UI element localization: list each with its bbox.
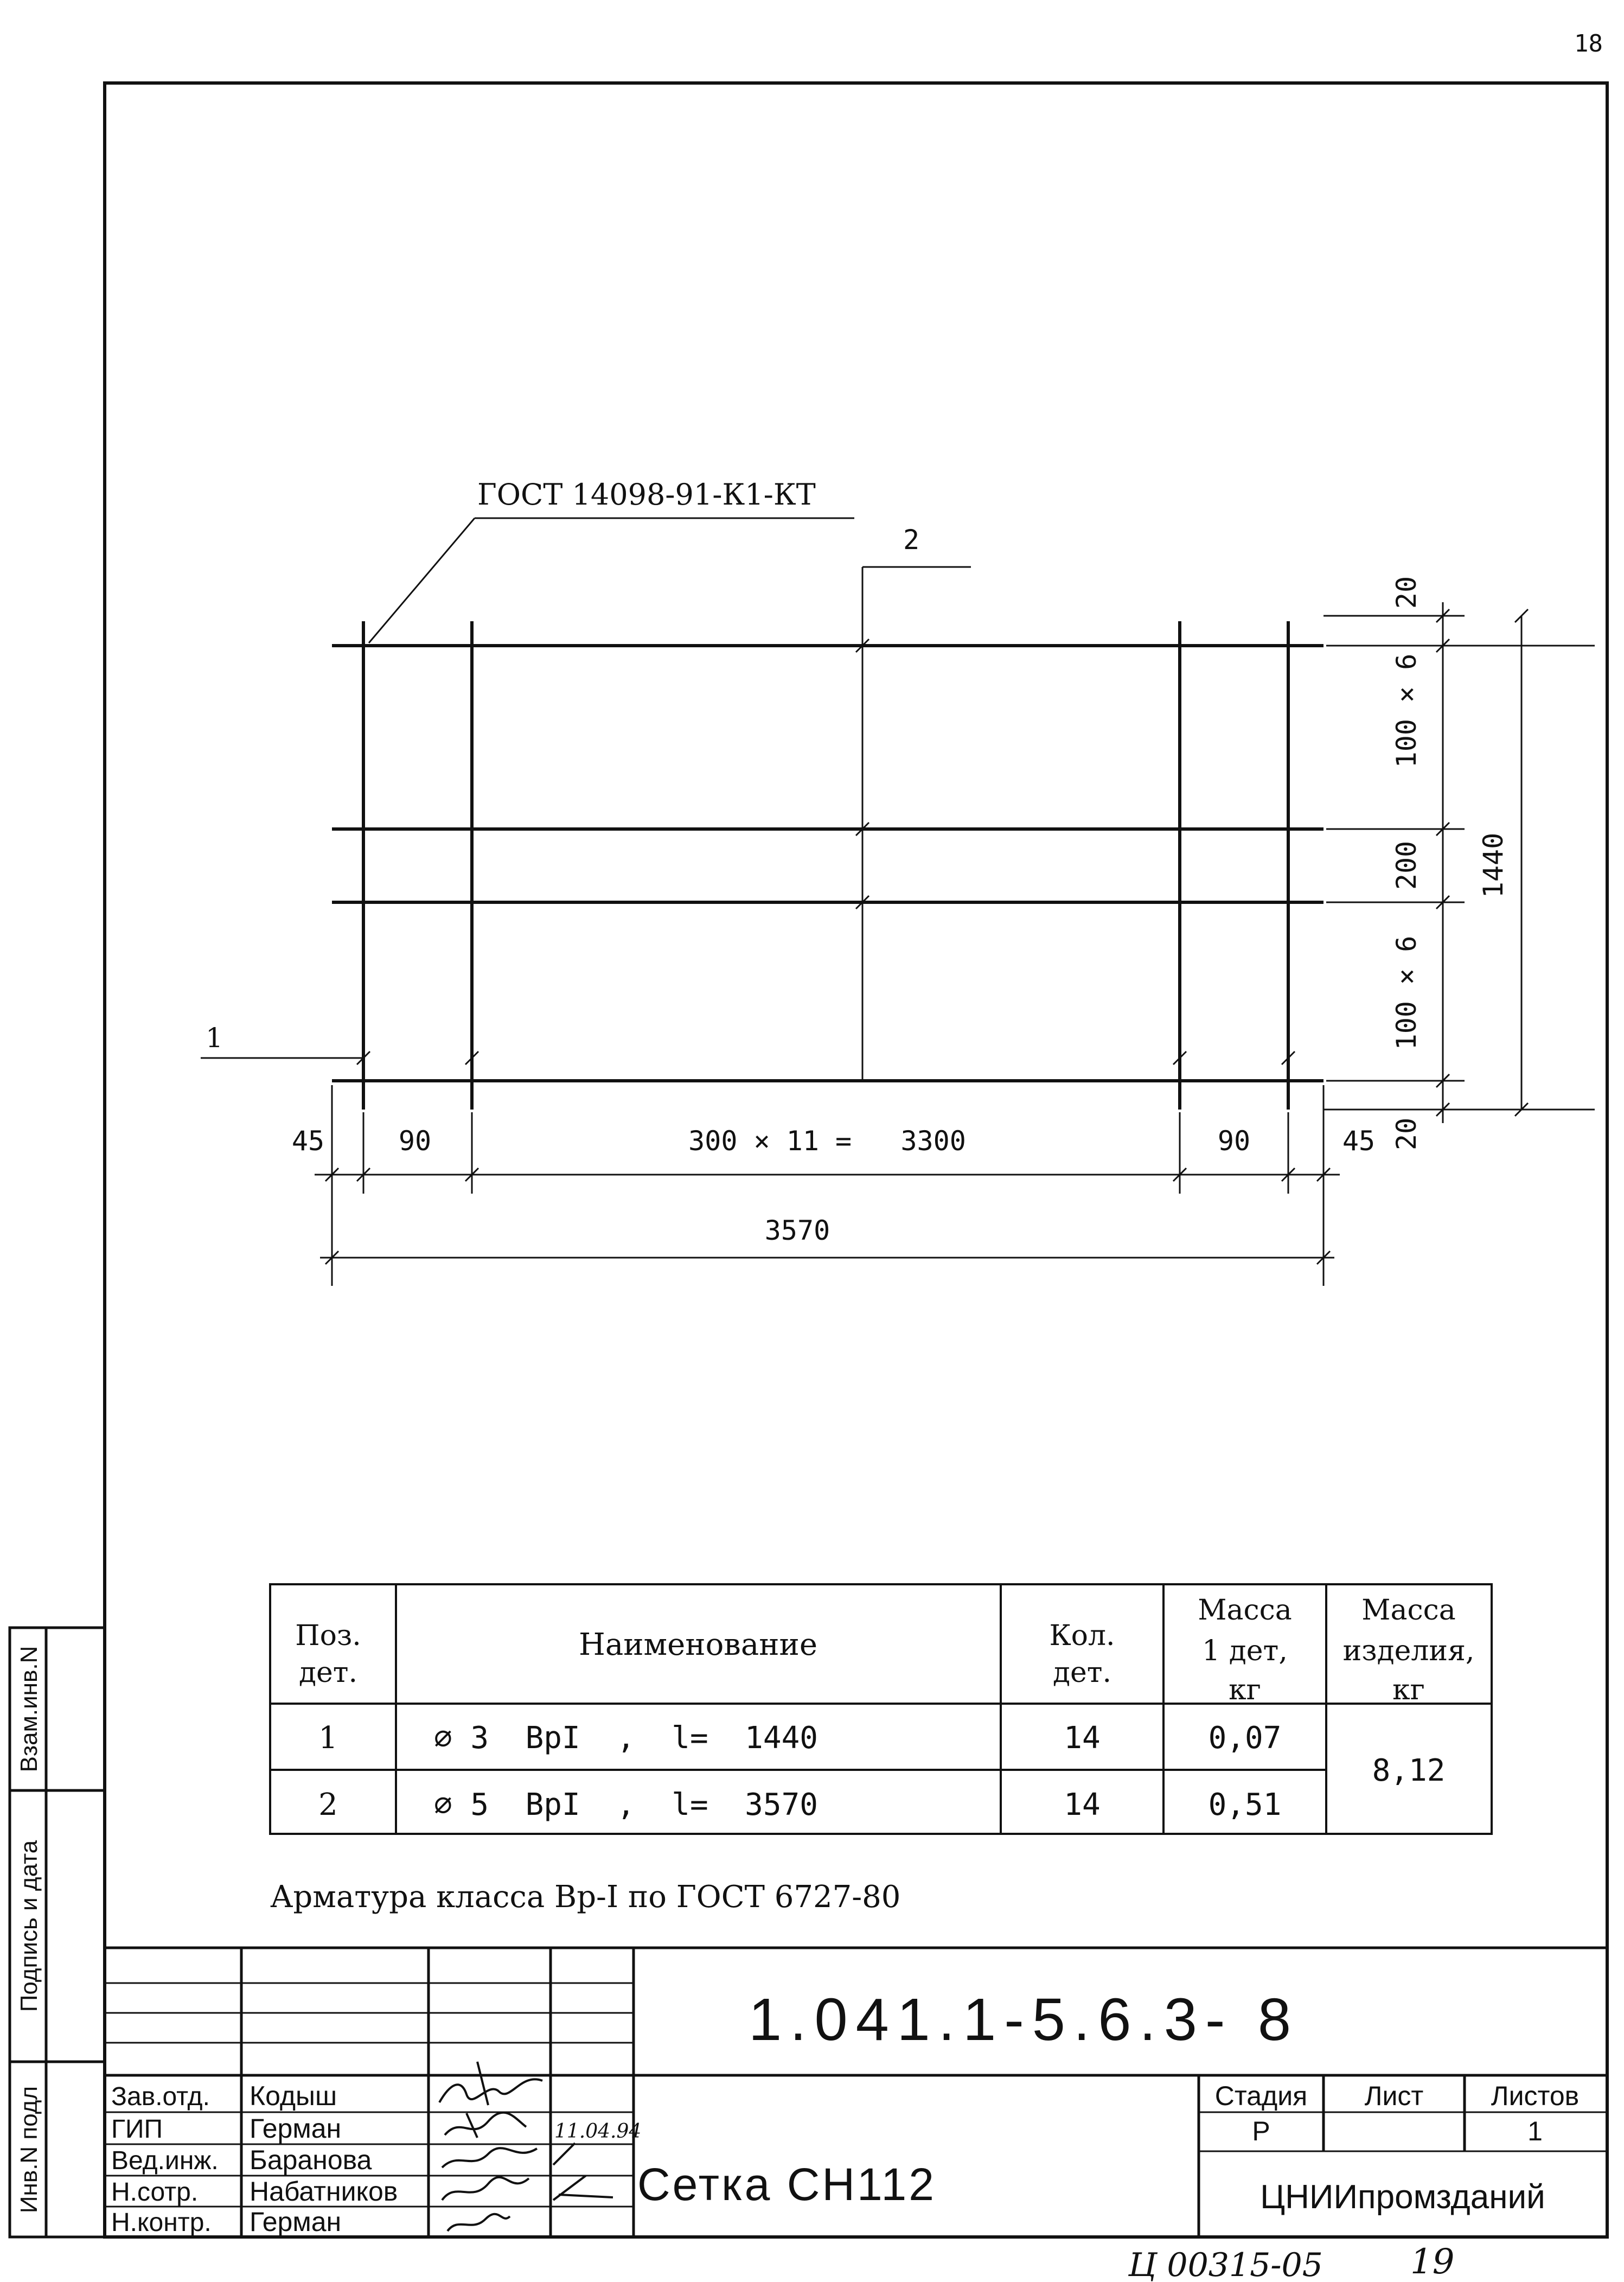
signature-mark — [553, 2176, 613, 2200]
dim-90-left: 90 — [398, 1125, 432, 1157]
signature-table — [111, 2081, 641, 2237]
row-2-name: ⌀ 5 ВрI , l= 3570 — [434, 1787, 819, 1822]
dim-45-left: 45 — [291, 1125, 325, 1157]
name-german-2: Герман — [250, 2207, 342, 2237]
header-mass1-3: кг — [1229, 1674, 1261, 1706]
stage-label: Стадия — [1214, 2081, 1308, 2111]
signature-german-2 — [447, 2214, 510, 2231]
signature-kodysh — [439, 2062, 542, 2105]
row-1-qty: 14 — [1064, 1720, 1101, 1756]
stage-value: Р — [1252, 2116, 1270, 2146]
table-row — [318, 1720, 1281, 1756]
header-pos-2: дет. — [298, 1656, 358, 1689]
name-kodysh: Кодыш — [250, 2081, 337, 2111]
dim-200: 200 — [1391, 840, 1422, 890]
header-mass1-2: 1 дет, — [1202, 1635, 1288, 1667]
role-n-kontr: Н.контр. — [111, 2208, 212, 2237]
row-1-pos: 1 — [318, 1720, 338, 1756]
side-zam-inv: Взам.инв.N — [16, 1646, 42, 1773]
page-number: 18 — [1574, 30, 1603, 58]
signature-baranova — [442, 2148, 537, 2168]
role-ved-inzh: Вед.инж. — [111, 2146, 219, 2175]
side-podpis: Подпись и дата — [16, 1840, 42, 2012]
header-qty-1: Кол. — [1049, 1620, 1115, 1652]
header-pos-1: Поз. — [295, 1620, 361, 1652]
organization: ЦНИИпромзданий — [1260, 2178, 1545, 2216]
position-1-label: 1 — [206, 1022, 223, 1054]
mass-total-value: 8,12 — [1372, 1753, 1446, 1788]
product-name: Сетка СН112 — [637, 2159, 936, 2210]
sheets-value: 1 — [1527, 2116, 1543, 2146]
row-2-mass1: 0,51 — [1208, 1787, 1282, 1822]
header-qty-2: дет. — [1052, 1656, 1112, 1689]
dim-20-top: 20 — [1391, 576, 1422, 609]
archive-number: Ц 00315-05 — [1128, 2246, 1323, 2282]
dim-45-right: 45 — [1342, 1125, 1376, 1157]
mesh-drawing — [201, 518, 1324, 1110]
leader-weld — [369, 518, 475, 643]
signature-nabatnikov — [442, 2143, 575, 2200]
spec-table-header — [295, 1594, 1474, 1706]
dim-middle: 300 × 11 = 3300 — [688, 1125, 966, 1157]
row-2-pos: 2 — [318, 1787, 338, 1822]
signatures — [439, 2062, 613, 2231]
sheet-number-handwritten: 19 — [1410, 2242, 1455, 2282]
name-nabatnikov: Набатников — [250, 2176, 398, 2207]
dim-90-right: 90 — [1217, 1125, 1251, 1157]
row-2-qty: 14 — [1064, 1787, 1101, 1822]
position-2-label: 2 — [903, 524, 920, 556]
dim-total-length: 3570 — [764, 1215, 830, 1246]
document-code: 1.041.1-5.6.3- 8 — [749, 1986, 1291, 2053]
side-inv-podl: Инв.N подл — [16, 2086, 42, 2214]
header-mass1-1: Масса — [1198, 1594, 1292, 1627]
table-row — [318, 1787, 1281, 1822]
dim-100x6-top: 100 × 6 — [1391, 653, 1422, 768]
header-mass-total-2: изделия, — [1342, 1635, 1475, 1667]
reinforcement-note: Арматура класса Вр-I по ГОСТ 6727-80 — [270, 1879, 901, 1915]
sheets-label: Листов — [1491, 2081, 1580, 2111]
name-german-1: Герман — [250, 2113, 342, 2144]
header-name: Наименование — [579, 1627, 817, 1662]
bottom-dimensions — [315, 1085, 1340, 1286]
signature-german-1 — [445, 2113, 526, 2138]
header-mass-total-1: Масса — [1361, 1594, 1456, 1627]
right-dimensions — [1324, 602, 1595, 1123]
approval-date: 11.04.94 — [554, 2120, 642, 2143]
header-mass-total-3: кг — [1392, 1674, 1425, 1706]
sheet-label: Лист — [1364, 2081, 1424, 2111]
weld-callout: ГОСТ 14098-91-К1-КТ — [477, 477, 816, 512]
name-baranova: Баранова — [250, 2145, 372, 2175]
role-zav-otd: Зав.отд. — [111, 2082, 210, 2111]
dim-20-bottom: 20 — [1391, 1117, 1422, 1151]
role-n-sotr: Н.сотр. — [111, 2178, 199, 2207]
row-1-mass1: 0,07 — [1208, 1720, 1282, 1756]
dim-100x6-bottom: 100 × 6 — [1391, 935, 1422, 1050]
dim-total-width: 1440 — [1478, 832, 1509, 898]
role-gip: ГИП — [111, 2115, 163, 2144]
row-1-name: ⌀ 3 ВрI , l= 1440 — [434, 1720, 819, 1756]
